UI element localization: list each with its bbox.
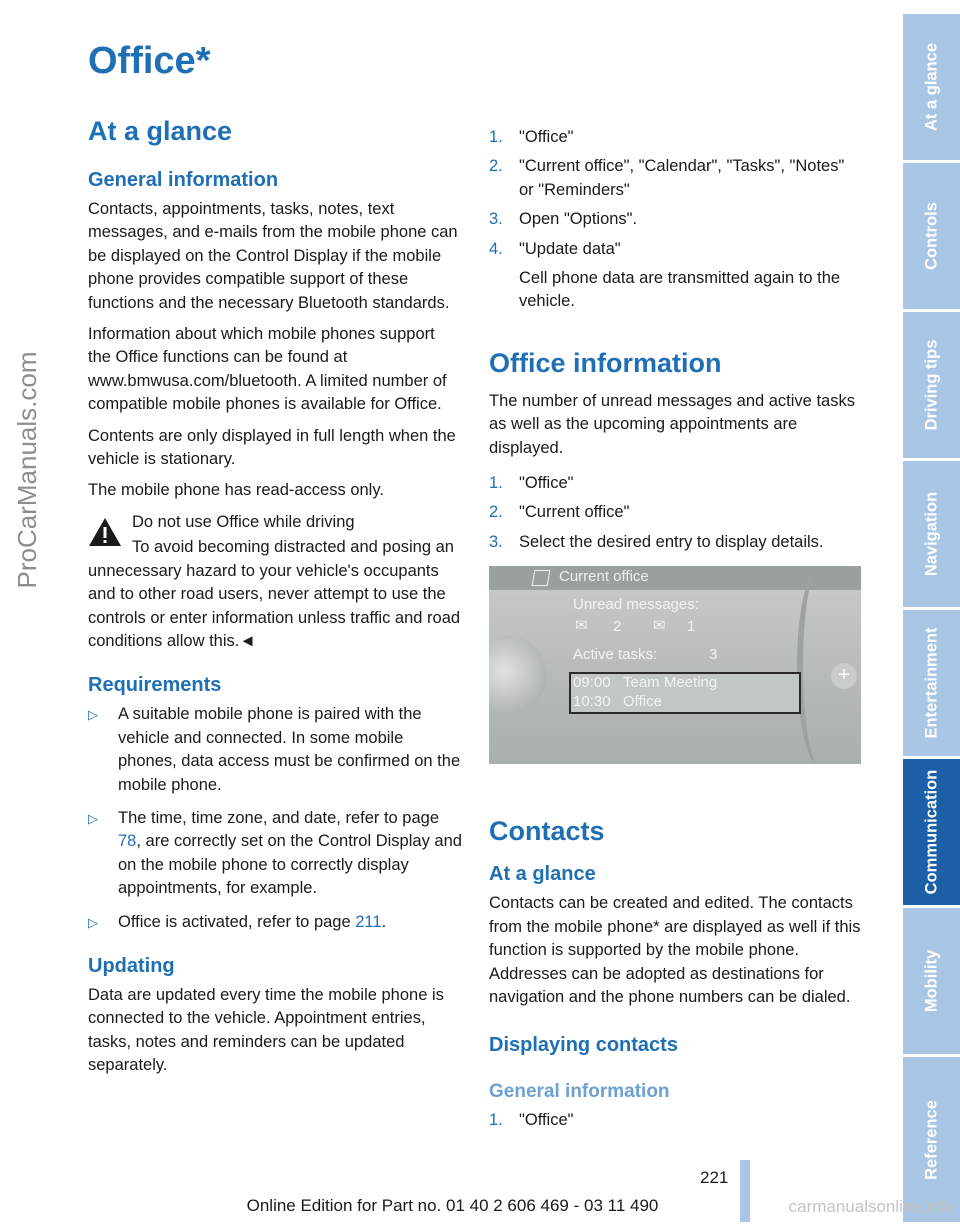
requirement-text-part: . (381, 912, 387, 931)
list-item (489, 155, 863, 202)
warning-block (88, 511, 462, 653)
step-text: "Current office" (519, 503, 630, 522)
step-text: "Office" (519, 128, 574, 146)
requirement-text: A suitable mobile phone is paired with the vehicle and connected. In some mobile phones, data access must be confirmed on the mobile phone. (118, 705, 461, 794)
email-count: 2 (613, 618, 622, 636)
tab-driving-tips[interactable] (903, 312, 960, 460)
requirement-text-part: , are correctly set on the Control Display and on the mobile phone to correctly display appointments, for example. (118, 832, 462, 898)
office-information-heading: Office information (489, 347, 722, 378)
office-information-paragraph: The number of unread messages and active tasks as well as the upcoming appointments are displayed. (489, 391, 855, 457)
contacts-paragraph: Contacts can be created and edited. The contacts from the mobile phone* are displayed as well if this function is supported by the mobile phone. Addresses can be adopted as destinations for navigation and the phone numbers can be dialed. (489, 894, 861, 1006)
step-number: 3. (489, 532, 503, 551)
step-number: 1. (489, 128, 503, 146)
updating-heading: Updating (88, 954, 175, 977)
list-item (489, 472, 863, 495)
step-number: 1. (489, 474, 503, 493)
contacts-at-a-glance-heading: At a glance (489, 863, 596, 886)
update-steps (489, 126, 863, 314)
stationary-paragraph: Contents are only displayed in full length when the vehicle is stationary. (88, 426, 456, 469)
email-icon: ✉ (575, 617, 588, 635)
warning-triangle-icon (88, 517, 122, 547)
step-number: 2. (489, 157, 503, 176)
tab-entertainment[interactable] (903, 610, 960, 758)
controller-knob (489, 636, 547, 714)
step-number: 2. (489, 503, 503, 522)
tab-label: Driving tips (922, 339, 940, 431)
control-display-screenshot (489, 566, 861, 764)
warning-title: Do not use Office while driving (132, 512, 355, 531)
step-text: Select the desired entry to display details. (519, 532, 824, 551)
contacts-steps (489, 1109, 863, 1132)
active-tasks-count: 3 (709, 646, 718, 664)
left-column (88, 114, 462, 1086)
requirement-text (118, 911, 386, 934)
office-info-steps (489, 472, 863, 554)
tab-label: Mobility (922, 949, 940, 1013)
tab-mobility[interactable] (903, 908, 960, 1056)
tab-navigation[interactable] (903, 461, 960, 609)
tab-communication[interactable] (903, 759, 960, 907)
requirements-heading: Requirements (88, 674, 222, 697)
list-item (489, 238, 863, 261)
general-information-heading: General information (88, 169, 279, 191)
screen-title: Current office (559, 568, 649, 586)
page-number: 221 (700, 1168, 729, 1187)
bullet-triangle-icon: ▷ (88, 810, 98, 826)
step-note: Cell phone data are transmitted again to the vehicle. (519, 269, 841, 311)
page-link-78[interactable]: 78 (118, 832, 137, 851)
requirement-text (118, 807, 462, 901)
updating-paragraph: Data are updated every time the mobile phone is connected to the vehicle. Appointment entries, tasks, notes and reminders can be updated separately. (88, 985, 444, 1075)
at-a-glance-heading: At a glance (88, 116, 233, 146)
sms-icon: ✉ (653, 617, 666, 635)
chapter-sidebar (903, 0, 960, 1222)
list-item (489, 1109, 863, 1132)
list-item (489, 531, 863, 554)
appointment-time: 09:00 (573, 674, 611, 692)
watermark: ProCarManuals.com (12, 351, 42, 589)
intro-paragraph: Contacts, appointments, tasks, notes, text messages, and e-mails from the mobile phone can be displayed on the Control Display if the mobile phone provides compatible support of these functions and the necessary Bluetooth standards. (88, 200, 458, 312)
step-number: 4. (489, 239, 503, 258)
tab-label: Entertainment (922, 627, 940, 739)
zoom-plus-icon: + (831, 663, 857, 689)
list-item (489, 126, 863, 149)
tab-label: At a glance (922, 42, 940, 132)
tab-label: Controls (922, 202, 940, 270)
appointment-title: Team Meeting (623, 674, 718, 692)
step-text: "Update data" (519, 239, 621, 258)
requirement-text-part: The time, time zone, and date, refer to page (118, 808, 440, 827)
tab-label: Navigation (922, 491, 940, 577)
bullet-triangle-icon: ▷ (88, 914, 98, 930)
list-item (489, 208, 863, 231)
footer-watermark: carmanualsonline.info (788, 1197, 954, 1216)
step-text: "Current office", "Calendar", "Tasks", "Notes" or "Reminders" (519, 157, 845, 199)
page-title: Office* (88, 40, 211, 82)
tab-label: Communication (922, 769, 940, 895)
step-number: 1. (489, 1111, 503, 1130)
read-access-paragraph: The mobile phone has read-access only. (88, 481, 384, 500)
compatibility-paragraph: Information about which mobile phones support the Office functions can be found at www.bmwusa.com/bluetooth. A limited number of compatible mobile phones is available for Office. (88, 325, 447, 414)
list-item (489, 501, 863, 524)
bullet-triangle-icon: ▷ (88, 707, 98, 723)
list-item (88, 703, 462, 797)
displaying-contacts-heading: Displaying contacts (489, 1034, 678, 1057)
tab-label: Reference (922, 1099, 940, 1180)
appointment-title: Office (623, 693, 662, 711)
requirement-text-part: Office is activated, refer to page (118, 912, 356, 931)
step-text: Open "Options". (519, 210, 638, 229)
list-item (88, 807, 462, 901)
tab-controls[interactable] (903, 163, 960, 311)
page-link-211[interactable]: 211 (355, 912, 382, 931)
warning-text: To avoid becoming distracted and posing an unnecessary hazard to your vehicle's occupants and to other road users, never attempt to use the controls or enter information unless traffic and road conditions allow this.◄ (88, 538, 461, 650)
step-text: "Office" (519, 474, 574, 493)
unread-messages-label: Unread messages: (573, 596, 699, 614)
step-text: "Office" (519, 1111, 574, 1130)
step-number: 3. (489, 210, 503, 229)
appointment-time: 10:30 (573, 693, 611, 711)
right-column (489, 126, 863, 1141)
tab-at-a-glance[interactable] (903, 14, 960, 162)
sms-count: 1 (687, 618, 696, 636)
footer-text: Online Edition for Part no. 01 40 2 606 469 - 03 11 490 (246, 1196, 659, 1215)
contacts-general-information-heading: General information (489, 1081, 670, 1103)
contacts-heading: Contacts (489, 816, 605, 847)
active-tasks-label: Active tasks: (573, 646, 658, 664)
office-icon (532, 570, 551, 586)
list-item (88, 911, 462, 934)
